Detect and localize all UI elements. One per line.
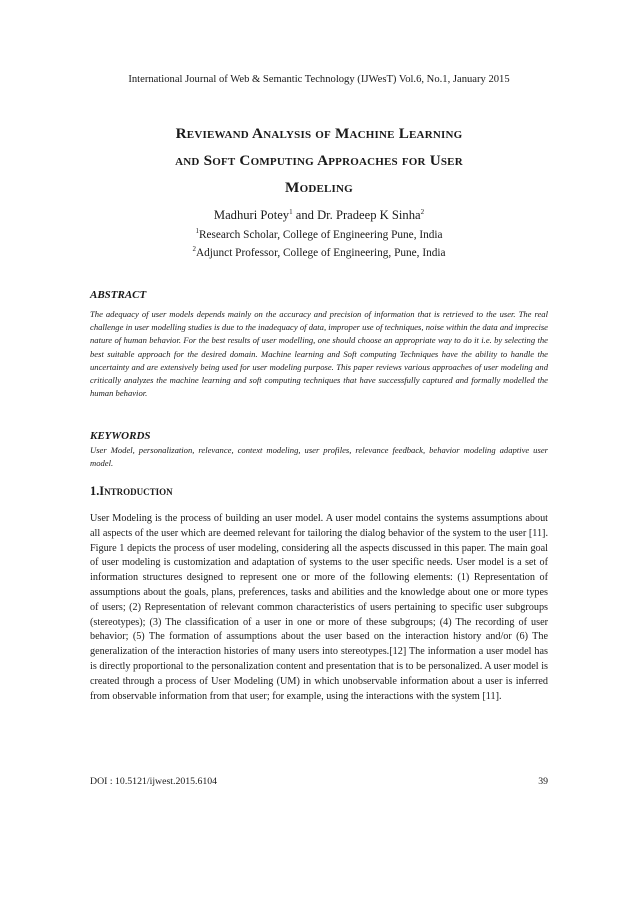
keywords-heading: KEYWORDS	[90, 430, 151, 442]
title-line-2: and Soft Computing Approaches for User	[175, 152, 463, 169]
journal-header: International Journal of Web & Semantic Technology (IJWesT) Vol.6, No.1, January 2015	[128, 74, 510, 85]
author-2-superscript: 2	[420, 208, 425, 216]
introduction-number: 1.	[90, 484, 100, 498]
title-line-3: Modeling	[285, 179, 353, 196]
affiliation-2-superscript: 2	[192, 245, 196, 253]
paper-title	[80, 120, 558, 201]
footer-doi: DOI : 10.5121/ijwest.2015.6104	[90, 776, 218, 787]
affiliation-2-text: Adjunct Professor, College of Engineering, Pune, India	[195, 247, 446, 259]
title-line-1: Reviewand Analysis of Machine Learning	[175, 125, 463, 142]
affiliation-1-superscript: 1	[195, 227, 199, 235]
page-number: 39	[538, 776, 548, 787]
abstract-heading: ABSTRACT	[90, 289, 147, 301]
author-2-name: and Dr. Pradeep K Sinha	[292, 208, 421, 222]
introduction-body: User Modeling is the process of building an user model. A user model contains the systems assumptions about all aspects of the user which are deemed relevant for tailoring the dialog behavior of the system to the user [11]. Figure 1 depicts the process of user modeling, considering all the aspects discussed in this paper. The main goal of user modeling is customization and adaptation of systems to the user specific needs. User model is a set of information structures designed to represent one or more of the following elements: (1) Representation of assumptions about the goals, plans, preferences, tasks and abilities and the knowledge about one or more types of users; (2) Representation of relevant common characteristics of users pertaining to specific user subgroups (stereotypes); (3) The classification of a user in one or more of these subgroups; (4) The recording of user behavior; (5) The formation of assumptions about the user based on the interaction history and/or (6) The generalization of the interaction histories of many users into stereotypes.[12] The information a user model has is directly proportional to the personalization content and presentation that is to be personalized. A user model is created through a process of User Modeling (UM) in which unobservable information about a user is inferred from observable information from that user; for example, using the interactions with the system [11].	[90, 513, 548, 702]
affiliation-1-text: Research Scholar, College of Engineering Pune, India	[198, 229, 443, 241]
abstract-body: The adequacy of user models depends mainly on the accuracy and precision of information that is retrieved to the user. The real challenge in user modelling studies is due to the inadequacy of data, improper use of techniques, noise within the data and imprecise nature of human behavior. For the best results of user modelling, one should choose an appropriate way to do it i.e. by selecting the best suitable approach for the desired domain. Machine learning and Soft computing Techniques have the ability to handle the uncertainty and are extensively being used for user modeling purpose. This paper reviews various approaches of user modeling and critically analyzes the machine learning and soft computing techniques that have successfully captured and formally modelled the human behavior.	[90, 309, 548, 399]
affiliation-2	[0, 247, 638, 259]
author-1-superscript: 1	[289, 208, 293, 216]
author-line	[0, 208, 638, 223]
author-1-name: Madhuri Potey	[213, 208, 290, 222]
keywords-body: User Model, personalization, relevance, context modeling, user profiles, relevance feedback, behavior modeling adaptive user model.	[90, 445, 548, 469]
introduction-title: Introduction	[99, 484, 173, 498]
affiliation-1	[0, 229, 638, 241]
introduction-heading	[90, 484, 173, 499]
